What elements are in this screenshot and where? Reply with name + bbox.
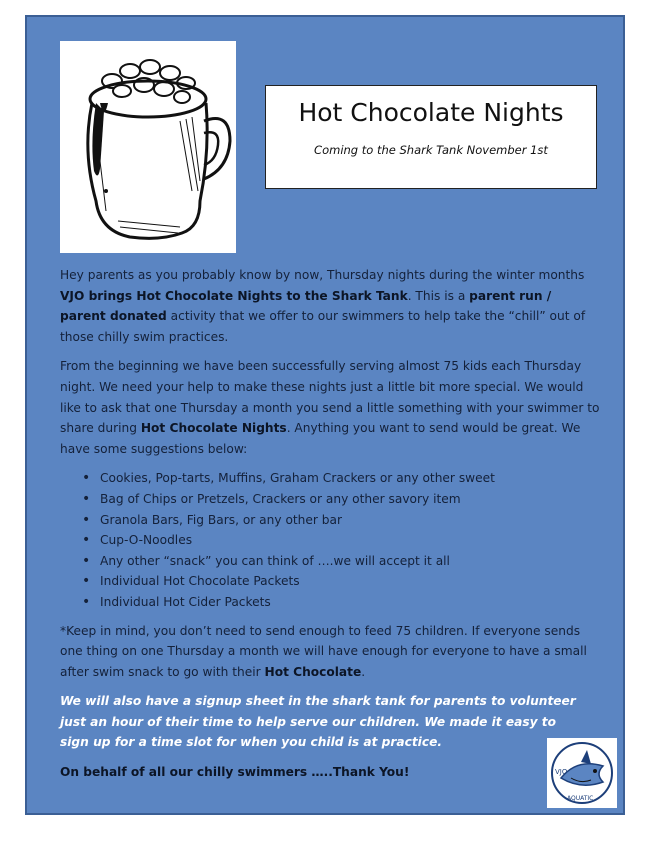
thank-you-line: On behalf of all our chilly swimmers …..Thank You! [60,765,410,780]
list-item: • Individual Hot Chocolate Packets [100,571,600,592]
help-bold-1: Hot Chocolate Nights [140,421,287,436]
list-item: • Bag of Chips or Pretzels, Crackers or any other savory item [100,489,600,510]
intro-bold-2: parent run / parent donated [60,288,552,324]
list-item: • Cookies, Pop-tarts, Muffins, Graham Crackers or any other sweet [100,468,600,489]
signup-paragraph: We will also have a signup sheet in the shark tank for parents to volunteer just an hour of their time to help serve our children. We made it easy to sign up for a time slot for when you child is at practice. [60,694,576,750]
note-paragraph [60,621,600,683]
shark-logo [547,738,617,808]
suggestion-list [60,468,600,612]
intro-text-1: Hey parents as you probably know by now, Thursday nights during the winter months [60,268,585,282]
page-title: Hot Chocolate Nights [298,98,564,127]
mug-icon [60,41,236,253]
help-text-2: . Anything you want to send would be great. We have some suggestions below: [60,421,581,456]
logo-text-left: VJO [555,768,568,776]
note-bold-1: Hot Chocolate [264,664,362,679]
page-subtitle: Coming to the Shark Tank November 1st [314,143,548,157]
hot-chocolate-mug-image [60,41,236,253]
intro-bold-1: VJO brings Hot Chocolate Nights to the Shark Tank [60,288,408,303]
main-content [60,265,600,792]
help-text-1: From the beginning we have been successfully serving almost 75 kids each Thursday night. We need your help to make these nights just a little bit more special. We would like to ask that one Thursday a month you send a little something with your swimmer to share during [60,359,600,436]
list-item: • Individual Hot Cider Packets [100,592,600,613]
logo-text-bottom: AQUATIC [567,795,594,802]
list-item: • Any other “snack” you can think of ….we will accept it all [100,551,600,572]
intro-paragraph [60,265,600,347]
intro-text-3: activity that we offer to our swimmers to help take the “chill” out of those chilly swim practices. [60,309,586,344]
list-item: • Granola Bars, Fig Bars, or any other bar [100,510,600,531]
help-paragraph [60,356,600,459]
note-text-1: *Keep in mind, you don’t need to send enough to feed 75 children. If everyone sends one thing on one Thursday a month we will have enough for everyone to have a small after swim snack to go with their [60,623,587,679]
intro-text-2: . This is a [407,288,470,303]
note-text-2: . [361,664,366,679]
flyer-panel [25,15,625,815]
list-item: • Cup-O-Noodles [100,530,600,551]
title-box [265,85,597,189]
shark-logo-icon [547,738,617,808]
